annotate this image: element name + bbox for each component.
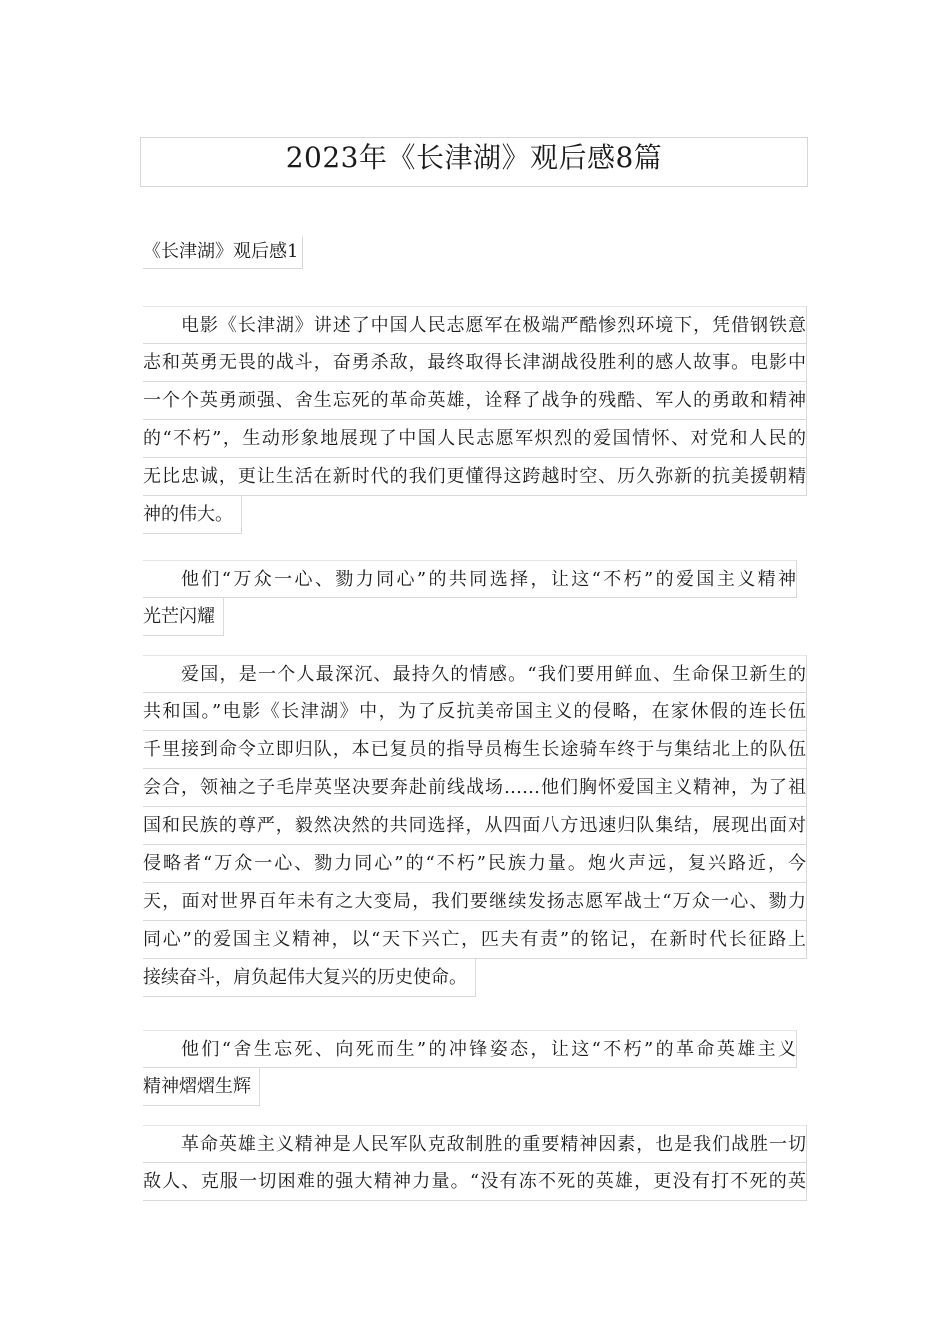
paragraph-line: 革命英雄主义精神是人民军队克敌制胜的重要精神因素，也是我们战胜一切 — [143, 1125, 807, 1163]
paragraph-line: 光芒闪耀 — [143, 598, 224, 636]
paragraph-line: 神的伟大。 — [143, 496, 242, 534]
paragraph-1 — [143, 306, 807, 538]
paragraph-line: 接续奋斗，肩负起伟大复兴的历史使命。 — [143, 959, 476, 997]
paragraph-5 — [143, 1125, 807, 1201]
paragraph-line: 敌人、克服一切困难的强大精神力量。“没有冻不死的英雄，更没有打不死的英 — [143, 1163, 807, 1201]
paragraph-4 — [143, 1030, 807, 1110]
paragraph-line: 电影《长津湖》讲述了中国人民志愿军在极端严酷惨烈环境下，凭借钢铁意 — [143, 306, 807, 344]
paragraph-line: 无比忠诚，更让生活在新时代的我们更懂得这跨越时空、历久弥新的抗美援朝精 — [143, 458, 807, 496]
paragraph-line: 侵略者“万众一心、勠力同心”的“不朽”民族力量。炮火声远，复兴路近，今 — [143, 845, 807, 883]
paragraph-line: 的“不朽”，生动形象地展现了中国人民志愿军炽烈的爱国情怀、对党和人民的 — [143, 420, 807, 458]
paragraph-3 — [143, 655, 807, 1001]
paragraph-line: 志和英勇无畏的战斗，奋勇杀敌，最终取得长津湖战役胜利的感人故事。电影中 — [143, 344, 807, 382]
paragraph-line: 会合，领袖之子毛岸英坚决要奔赴前线战场……他们胸怀爱国主义精神，为了祖 — [143, 769, 807, 807]
section-heading: 《长津湖》观后感1 — [143, 237, 303, 269]
paragraph-line: 天，面对世界百年未有之大变局，我们要继续发扬志愿军战士“万众一心、勠力 — [143, 883, 807, 921]
paragraph-2 — [143, 560, 807, 640]
document-title: 2023年《长津湖》观后感8篇 — [140, 137, 808, 187]
paragraph-line: 共和国。”电影《长津湖》中，为了反抗美帝国主义的侵略，在家休假的连长伍 — [143, 693, 807, 731]
paragraph-line: 同心”的爱国主义精神，以“天下兴亡，匹夫有责”的铭记，在新时代长征路上 — [143, 921, 807, 959]
paragraph-line: 国和民族的尊严，毅然决然的共同选择，从四面八方迅速归队集结，展现出面对 — [143, 807, 807, 845]
paragraph-line: 精神熠熠生辉 — [143, 1068, 260, 1106]
paragraph-line: 爱国，是一个人最深沉、最持久的情感。“我们要用鲜血、生命保卫新生的 — [143, 655, 807, 693]
paragraph-line: 一个个英勇顽强、舍生忘死的革命英雄，诠释了战争的残酷、军人的勇敢和精神 — [143, 382, 807, 420]
paragraph-line: 千里接到命令立即归队，本已复员的指导员梅生长途骑车终于与集结北上的队伍 — [143, 731, 807, 769]
paragraph-line: 他们“舍生忘死、向死而生”的冲锋姿态，让这“不朽”的革命英雄主义 — [143, 1030, 797, 1068]
paragraph-line: 他们“万众一心、勠力同心”的共同选择，让这“不朽”的爱国主义精神 — [143, 560, 797, 598]
